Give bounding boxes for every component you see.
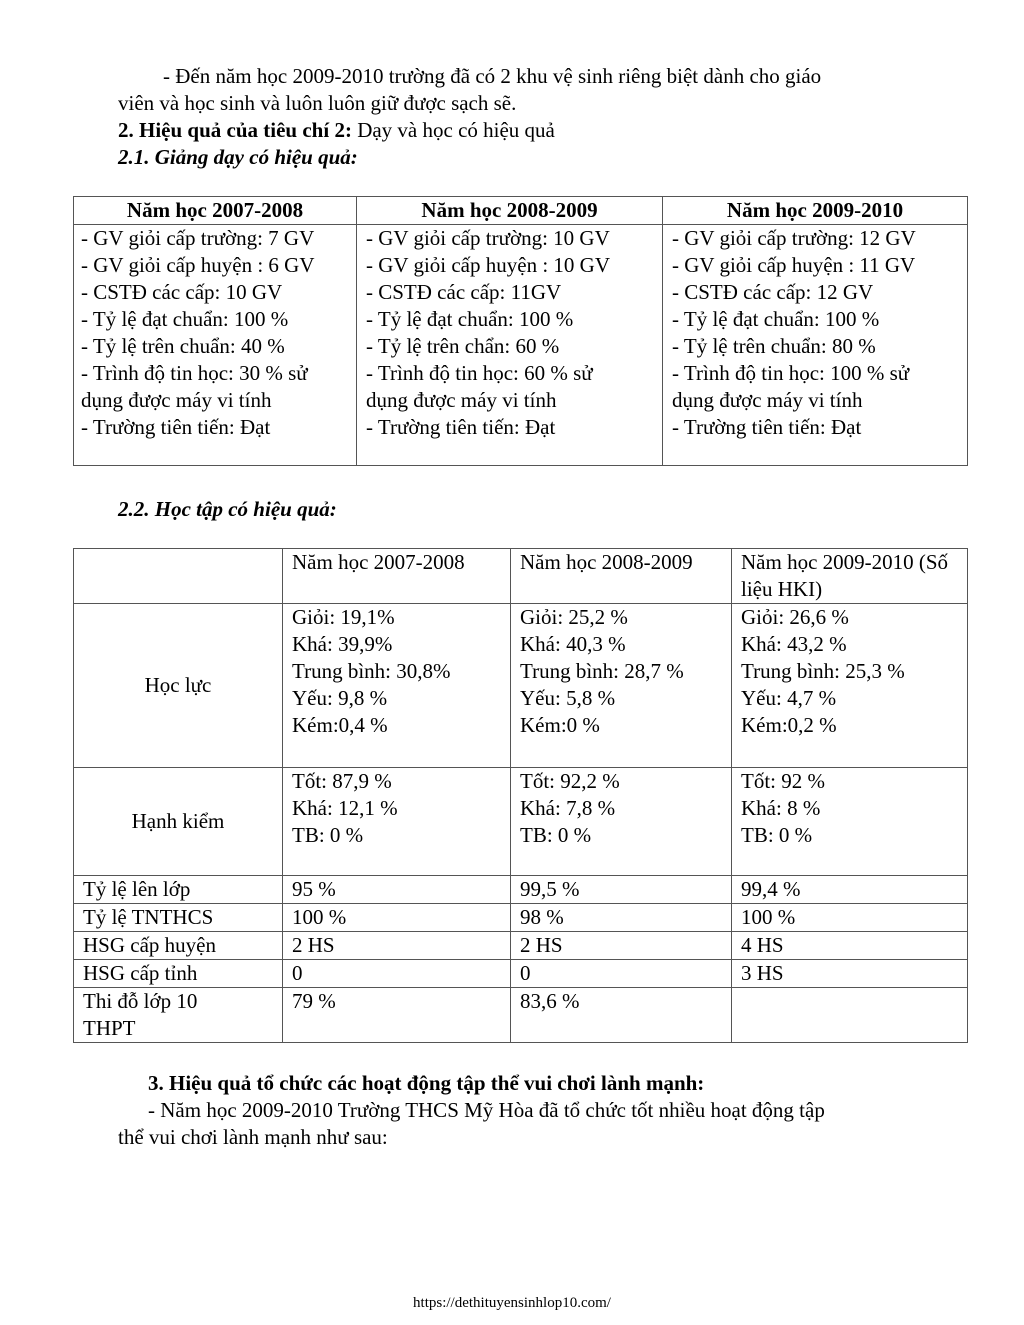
hanh-kiem-line: Khá: 8 % <box>741 796 821 820</box>
heading-3: 3. Hiệu quả tổ chức các hoạt động tập thể vui chơi lành mạnh: <box>148 1071 705 1095</box>
hoc-luc-line: Khá: 43,2 % <box>741 632 847 656</box>
teaching-line: - CSTĐ các cấp: 11GV <box>366 280 562 304</box>
teaching-line: - Tỷ lệ trên chuẩn: 40 % <box>81 334 285 358</box>
hoc-luc-line: Giỏi: 19,1% <box>292 605 395 629</box>
teaching-cell-2009 <box>663 225 968 466</box>
heading-2-bold: 2. Hiệu quả của tiêu chí 2: <box>118 118 352 142</box>
hoc-luc-line: Kém:0 % <box>520 713 600 737</box>
teaching-line: - Trình độ tin học: 60 % sử dụng được máy vi tính <box>366 361 593 412</box>
hanh-kiem-label: Hạnh kiểm <box>74 768 283 876</box>
hoc-luc-line: Khá: 39,9% <box>292 632 393 656</box>
hoc-luc-line: Yếu: 5,8 % <box>520 686 616 710</box>
row-label: HSG cấp huyện <box>74 932 283 960</box>
teaching-line: - Trường tiên tiến: Đạt <box>81 415 271 439</box>
hoc-luc-2008 <box>511 604 732 768</box>
hoc-luc-line: Giỏi: 25,2 % <box>520 605 628 629</box>
row-label: Tỷ lệ TNTHCS <box>74 904 283 932</box>
teaching-cell-2008 <box>357 225 663 466</box>
row-value: 99,4 % <box>732 876 968 904</box>
hoc-luc-label: Học lực <box>74 604 283 768</box>
teaching-line: - Tỷ lệ đạt chuẩn: 100 % <box>81 307 289 331</box>
hoc-luc-2007 <box>283 604 511 768</box>
row-label-text: Thi đỗ lớp 10 THPT <box>83 989 198 1040</box>
row-value: 99,5 % <box>511 876 732 904</box>
intro-line-1: - Đến năm học 2009-2010 trường đã có 2 khu vệ sinh riêng biệt dành cho giáo <box>163 64 822 88</box>
hanh-kiem-line: Tốt: 87,9 % <box>292 769 392 793</box>
heading-2-1: 2.1. Giảng dạy có hiệu quả: <box>118 145 358 169</box>
row-label <box>74 988 283 1043</box>
row-value: 2 HS <box>511 932 732 960</box>
row-value: 95 % <box>283 876 511 904</box>
teaching-header-2008: Năm học 2008-2009 <box>357 197 663 225</box>
hanh-kiem-line: TB: 0 % <box>741 823 813 847</box>
row-value: 3 HS <box>732 960 968 988</box>
learning-header-2007: Năm học 2007-2008 <box>283 549 511 604</box>
row-label: HSG cấp tỉnh <box>74 960 283 988</box>
teaching-line: - GV giỏi cấp trường: 10 GV <box>366 226 610 250</box>
hoc-luc-line: Trung bình: 25,3 % <box>741 659 905 683</box>
teaching-header-2009: Năm học 2009-2010 <box>663 197 968 225</box>
hanh-kiem-2007 <box>283 768 511 876</box>
teaching-line: - GV giỏi cấp trường: 12 GV <box>672 226 916 250</box>
learning-header-2009-text: Năm học 2009-2010 (Số liệu HKI) <box>741 550 949 601</box>
learning-header-empty <box>74 549 283 604</box>
teaching-cell-2007 <box>74 225 357 466</box>
row-value: 4 HS <box>732 932 968 960</box>
teaching-line: - GV giỏi cấp huyện : 6 GV <box>81 253 315 277</box>
hoc-luc-2009 <box>732 604 968 768</box>
teaching-line: - CSTĐ các cấp: 12 GV <box>672 280 874 304</box>
learning-header-2008: Năm học 2008-2009 <box>511 549 732 604</box>
teaching-line: - GV giỏi cấp huyện : 11 GV <box>672 253 916 277</box>
hanh-kiem-line: Tốt: 92 % <box>741 769 825 793</box>
row-value: 100 % <box>732 904 968 932</box>
hanh-kiem-line: Khá: 7,8 % <box>520 796 616 820</box>
teaching-line: - GV giỏi cấp trường: 7 GV <box>81 226 315 250</box>
hoc-luc-line: Yếu: 9,8 % <box>292 686 388 710</box>
row-value: 2 HS <box>283 932 511 960</box>
intro-line-2: viên và học sinh và luôn luôn giữ được sạch sẽ. <box>118 91 517 115</box>
hoc-luc-line: Kém:0,4 % <box>292 713 388 737</box>
row-value: 0 <box>283 960 511 988</box>
footer-url: https://dethituyensinhlop10.com/ <box>413 1295 611 1311</box>
teaching-line: - Trường tiên tiến: Đạt <box>672 415 862 439</box>
teaching-line: - Tỷ lệ trên chuẩn: 80 % <box>672 334 876 358</box>
hoc-luc-line: Trung bình: 28,7 % <box>520 659 684 683</box>
row-value <box>732 988 968 1043</box>
teaching-line: - Trình độ tin học: 100 % sử dụng được máy vi tính <box>672 361 910 412</box>
learning-header-2009 <box>732 549 968 604</box>
section3-line-2: thể vui chơi lành mạnh như sau: <box>118 1125 388 1149</box>
teaching-line: - Tỷ lệ đạt chuẩn: 100 % <box>366 307 574 331</box>
teaching-line: - Tỷ lệ đạt chuẩn: 100 % <box>672 307 880 331</box>
hanh-kiem-2008 <box>511 768 732 876</box>
hoc-luc-line: Kém:0,2 % <box>741 713 837 737</box>
hanh-kiem-2009 <box>732 768 968 876</box>
row-value: 98 % <box>511 904 732 932</box>
section3-line-1: - Năm học 2009-2010 Trường THCS Mỹ Hòa đã tổ chức tốt nhiều hoạt động tập <box>148 1098 825 1122</box>
hanh-kiem-line: TB: 0 % <box>520 823 592 847</box>
teaching-line: - GV giỏi cấp huyện : 10 GV <box>366 253 610 277</box>
hanh-kiem-line: Khá: 12,1 % <box>292 796 398 820</box>
heading-2-2: 2.2. Học tập có hiệu quả: <box>118 497 337 521</box>
hoc-luc-line: Yếu: 4,7 % <box>741 686 837 710</box>
row-value: 79 % <box>283 988 511 1043</box>
row-value: 83,6 % <box>511 988 732 1043</box>
heading-2-rest: Dạy và học có hiệu quả <box>351 118 555 142</box>
hoc-luc-line: Giỏi: 26,6 % <box>741 605 849 629</box>
row-label: Tỷ lệ lên lớp <box>74 876 283 904</box>
hanh-kiem-line: Tốt: 92,2 % <box>520 769 620 793</box>
heading-2 <box>118 117 555 144</box>
teaching-table <box>73 196 968 466</box>
teaching-line: - Tỷ lệ trên chẩn: 60 % <box>366 334 560 358</box>
row-value: 100 % <box>283 904 511 932</box>
learning-table <box>73 548 968 1043</box>
hoc-luc-line: Khá: 40,3 % <box>520 632 626 656</box>
hoc-luc-line: Trung bình: 30,8% <box>292 659 451 683</box>
row-value: 0 <box>511 960 732 988</box>
teaching-line: - Trình độ tin học: 30 % sử dụng được máy vi tính <box>81 361 308 412</box>
hanh-kiem-line: TB: 0 % <box>292 823 364 847</box>
teaching-line: - Trường tiên tiến: Đạt <box>366 415 556 439</box>
teaching-header-2007: Năm học 2007-2008 <box>74 197 357 225</box>
teaching-line: - CSTĐ các cấp: 10 GV <box>81 280 283 304</box>
